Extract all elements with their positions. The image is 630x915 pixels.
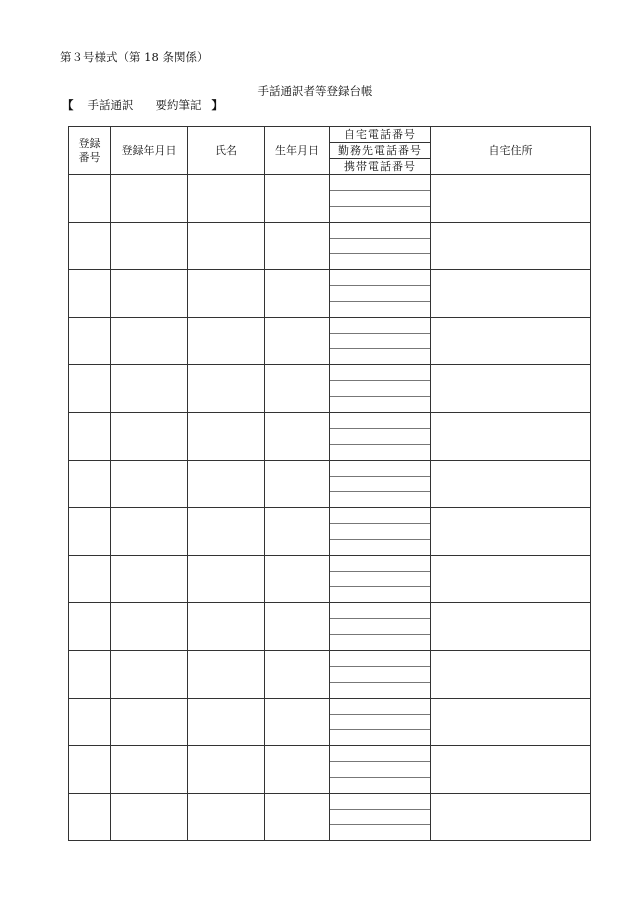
registration-number-cell[interactable]	[69, 412, 111, 460]
home-phone-slot[interactable]	[330, 461, 430, 477]
home-phone-slot[interactable]	[330, 413, 430, 429]
phone-cell[interactable]	[330, 650, 431, 698]
phone-cell[interactable]	[330, 746, 431, 794]
name-cell[interactable]	[188, 603, 265, 651]
birth-date-cell[interactable]	[265, 555, 330, 603]
registration-date-cell[interactable]	[111, 508, 188, 556]
birth-date-cell[interactable]	[265, 793, 330, 841]
home-address-cell[interactable]	[431, 793, 591, 841]
mobile-phone-slot[interactable]	[330, 587, 430, 602]
home-phone-slot[interactable]	[330, 651, 430, 667]
home-address-cell[interactable]	[431, 650, 591, 698]
registration-number-cell[interactable]	[69, 746, 111, 794]
phone-cell[interactable]	[330, 365, 431, 413]
registration-number-cell[interactable]	[69, 175, 111, 223]
name-cell[interactable]	[188, 460, 265, 508]
mobile-phone-slot[interactable]	[330, 397, 430, 412]
work-phone-slot[interactable]	[330, 619, 430, 635]
header-home-phone: 自宅電話番号	[330, 127, 430, 143]
header-birth-date: 生年月日	[265, 127, 330, 175]
header-row	[69, 127, 591, 175]
birth-date-cell[interactable]	[265, 317, 330, 365]
table-row	[69, 555, 591, 603]
header-phone-numbers	[330, 127, 431, 175]
home-address-cell[interactable]	[431, 222, 591, 270]
table-row	[69, 698, 591, 746]
birth-date-cell[interactable]	[265, 650, 330, 698]
home-address-cell[interactable]	[431, 365, 591, 413]
home-phone-slot[interactable]	[330, 794, 430, 810]
birth-date-cell[interactable]	[265, 603, 330, 651]
name-cell[interactable]	[188, 412, 265, 460]
home-phone-slot[interactable]	[330, 270, 430, 286]
mobile-phone-slot[interactable]	[330, 349, 430, 364]
table-row	[69, 460, 591, 508]
category-option-summary-writing[interactable]: 要約筆記	[155, 98, 202, 112]
registration-date-cell[interactable]	[111, 555, 188, 603]
table-row	[69, 650, 591, 698]
name-cell[interactable]	[188, 650, 265, 698]
header-home-address: 自宅住所	[431, 127, 591, 175]
category-option-sign-interpretation[interactable]: 手話通訳	[87, 98, 134, 112]
table-row	[69, 793, 591, 841]
work-phone-slot[interactable]	[330, 762, 430, 778]
phone-cell[interactable]	[330, 555, 431, 603]
mobile-phone-slot[interactable]	[330, 778, 430, 793]
name-cell[interactable]	[188, 222, 265, 270]
mobile-phone-slot[interactable]	[330, 445, 430, 460]
phone-cell[interactable]	[330, 508, 431, 556]
home-address-cell[interactable]	[431, 698, 591, 746]
table-row	[69, 603, 591, 651]
work-phone-slot[interactable]	[330, 239, 430, 255]
registration-number-cell[interactable]	[69, 222, 111, 270]
header-mobile-phone: 携帯電話番号	[344, 159, 416, 173]
work-phone-slot[interactable]	[330, 667, 430, 683]
home-phone-slot[interactable]	[330, 366, 430, 382]
table-row	[69, 175, 591, 223]
home-phone-slot[interactable]	[330, 318, 430, 334]
name-cell[interactable]	[188, 365, 265, 413]
table-row	[69, 222, 591, 270]
work-phone-slot[interactable]	[330, 429, 430, 445]
registration-number-cell[interactable]	[69, 270, 111, 318]
registration-date-cell[interactable]	[111, 650, 188, 698]
registration-date-cell[interactable]	[111, 793, 188, 841]
registration-number-cell[interactable]	[69, 508, 111, 556]
phone-cell[interactable]	[330, 317, 431, 365]
phone-cell[interactable]	[330, 603, 431, 651]
category-open-bracket: 【	[62, 98, 74, 112]
header-registration-number	[69, 127, 111, 175]
header-name: 氏名	[188, 127, 265, 175]
registration-date-cell[interactable]	[111, 175, 188, 223]
category-selector	[62, 98, 223, 112]
home-address-cell[interactable]	[431, 746, 591, 794]
home-address-cell[interactable]	[431, 460, 591, 508]
birth-date-cell[interactable]	[265, 222, 330, 270]
phone-cell[interactable]	[330, 222, 431, 270]
registration-number-cell[interactable]	[69, 603, 111, 651]
name-cell[interactable]	[188, 270, 265, 318]
registration-number-cell[interactable]	[69, 460, 111, 508]
registration-date-cell[interactable]	[111, 460, 188, 508]
home-phone-slot[interactable]	[330, 604, 430, 620]
header-registration-date: 登録年月日	[111, 127, 188, 175]
register-body	[69, 175, 591, 841]
registration-date-cell[interactable]	[111, 270, 188, 318]
mobile-phone-slot[interactable]	[330, 540, 430, 555]
page-title: 手話通訳者等登録台帳	[257, 84, 373, 98]
home-address-cell[interactable]	[431, 555, 591, 603]
registration-number-cell[interactable]	[69, 793, 111, 841]
mobile-phone-slot[interactable]	[330, 254, 430, 269]
home-address-cell[interactable]	[431, 270, 591, 318]
registration-date-cell[interactable]	[111, 365, 188, 413]
registration-number-cell[interactable]	[69, 365, 111, 413]
registration-date-cell[interactable]	[111, 317, 188, 365]
home-address-cell[interactable]	[431, 412, 591, 460]
home-phone-slot[interactable]	[330, 746, 430, 762]
birth-date-cell[interactable]	[265, 365, 330, 413]
work-phone-slot[interactable]	[330, 286, 430, 302]
registration-date-cell[interactable]	[111, 412, 188, 460]
mobile-phone-slot[interactable]	[330, 635, 430, 650]
phone-cell[interactable]	[330, 175, 431, 223]
mobile-phone-slot[interactable]	[330, 492, 430, 507]
work-phone-slot[interactable]	[330, 191, 430, 207]
phone-cell[interactable]	[330, 460, 431, 508]
home-address-cell[interactable]	[431, 603, 591, 651]
home-phone-slot[interactable]	[330, 699, 430, 715]
mobile-phone-slot[interactable]	[330, 207, 430, 222]
phone-cell[interactable]	[330, 270, 431, 318]
home-phone-slot[interactable]	[330, 556, 430, 572]
registration-number-cell[interactable]	[69, 650, 111, 698]
header-registration-number-label: 登録番号	[78, 136, 101, 164]
work-phone-slot[interactable]	[330, 524, 430, 540]
mobile-phone-slot[interactable]	[330, 302, 430, 317]
form-number: 第３号様式（第 18 条関係）	[60, 50, 209, 64]
phone-cell[interactable]	[330, 698, 431, 746]
registration-number-cell[interactable]	[69, 698, 111, 746]
register-table	[68, 126, 591, 841]
phone-cell[interactable]	[330, 793, 431, 841]
birth-date-cell[interactable]	[265, 698, 330, 746]
table-row	[69, 508, 591, 556]
mobile-phone-slot[interactable]	[330, 730, 430, 745]
header-work-phone: 勤務先電話番号	[330, 143, 430, 159]
name-cell[interactable]	[188, 793, 265, 841]
home-phone-slot[interactable]	[330, 175, 430, 191]
home-address-cell[interactable]	[431, 317, 591, 365]
birth-date-cell[interactable]	[265, 175, 330, 223]
registration-number-cell[interactable]	[69, 317, 111, 365]
registration-number-cell[interactable]	[69, 555, 111, 603]
name-cell[interactable]	[188, 555, 265, 603]
table-row	[69, 746, 591, 794]
work-phone-slot[interactable]	[330, 381, 430, 397]
work-phone-slot[interactable]	[330, 572, 430, 588]
table-row	[69, 412, 591, 460]
name-cell[interactable]	[188, 508, 265, 556]
work-phone-slot[interactable]	[330, 477, 430, 493]
registration-date-cell[interactable]	[111, 603, 188, 651]
home-address-cell[interactable]	[431, 175, 591, 223]
registration-date-cell[interactable]	[111, 698, 188, 746]
birth-date-cell[interactable]	[265, 508, 330, 556]
home-phone-slot[interactable]	[330, 223, 430, 239]
birth-date-cell[interactable]	[265, 460, 330, 508]
mobile-phone-slot[interactable]	[330, 825, 430, 840]
name-cell[interactable]	[188, 175, 265, 223]
registration-date-cell[interactable]	[111, 746, 188, 794]
mobile-phone-slot[interactable]	[330, 683, 430, 698]
category-close-bracket: 】	[211, 98, 223, 112]
home-address-cell[interactable]	[431, 508, 591, 556]
work-phone-slot[interactable]	[330, 715, 430, 731]
table-row	[69, 365, 591, 413]
name-cell[interactable]	[188, 698, 265, 746]
table-row	[69, 270, 591, 318]
table-row	[69, 317, 591, 365]
phone-cell[interactable]	[330, 412, 431, 460]
birth-date-cell[interactable]	[265, 270, 330, 318]
birth-date-cell[interactable]	[265, 746, 330, 794]
name-cell[interactable]	[188, 746, 265, 794]
work-phone-slot[interactable]	[330, 334, 430, 350]
birth-date-cell[interactable]	[265, 412, 330, 460]
name-cell[interactable]	[188, 317, 265, 365]
registration-date-cell[interactable]	[111, 222, 188, 270]
work-phone-slot[interactable]	[330, 810, 430, 826]
home-phone-slot[interactable]	[330, 508, 430, 524]
